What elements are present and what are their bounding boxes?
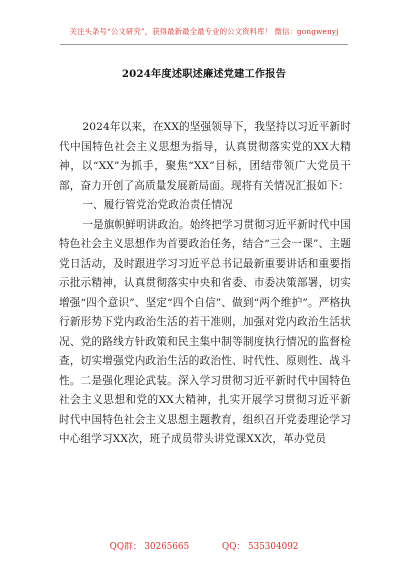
section-heading: 一、履行管党治党政治责任情况 — [82, 199, 233, 211]
document-title: 2024年度述职述廉述党建工作报告 — [121, 68, 287, 80]
header-note: 关注头条号“公文研究”，获得最新最全最专业的公文资料库！ 微信：gongwenyj — [69, 27, 339, 36]
body-paragraph: 一是旗帜鲜明讲政治。始终把学习贯彻习近平新时代中国特色社会主义思想作为首要政治任务，结合“三会一课”、主题党日活动，及时跟进学习习近平总书记最新重要讲话和重要指示批示精神，认真贯彻落实中央和省委、市委决策部署，切实增强“四个意识”、坚定“四个自信”、做到“两个维护”。严格执行新形势下党内政治生活的若干准则，加强对党内政治生活状况、党的路线方针政策和民主集中制等制度执行情况的监督检查，切实增强党内政治生活的政治性、时代性、原则性、战斗性。二是强化理论武装。深入学习贯彻习近平新时代中国特色社会主义思想和党的XX大精神，扎实开展学习贯彻习近平新时代中国特色社会主义思想主题教育，组织召开党委理论学习中心组学习XX次，班子成员带头讲党课XX次，革办党员 — [59, 218, 351, 445]
qq-number-text: QQ： 535304092 — [222, 542, 299, 552]
document-body — [59, 118, 351, 450]
header-divider — [60, 44, 348, 45]
intro-paragraph: 2024年以来，在XX的坚强领导下，我坚持以习近平新时代中国特色社会主义思想为指导，认真贯彻落实党的XX大精神，以“XX”为抓手，聚焦“XX”目标，团结带领广大党员干部，奋力开创了高质量发展新局面。现将有关情况汇报如下： — [59, 121, 351, 192]
qq-group-text: QQ群： 30265665 — [109, 542, 190, 552]
footer-contact — [0, 539, 408, 552]
